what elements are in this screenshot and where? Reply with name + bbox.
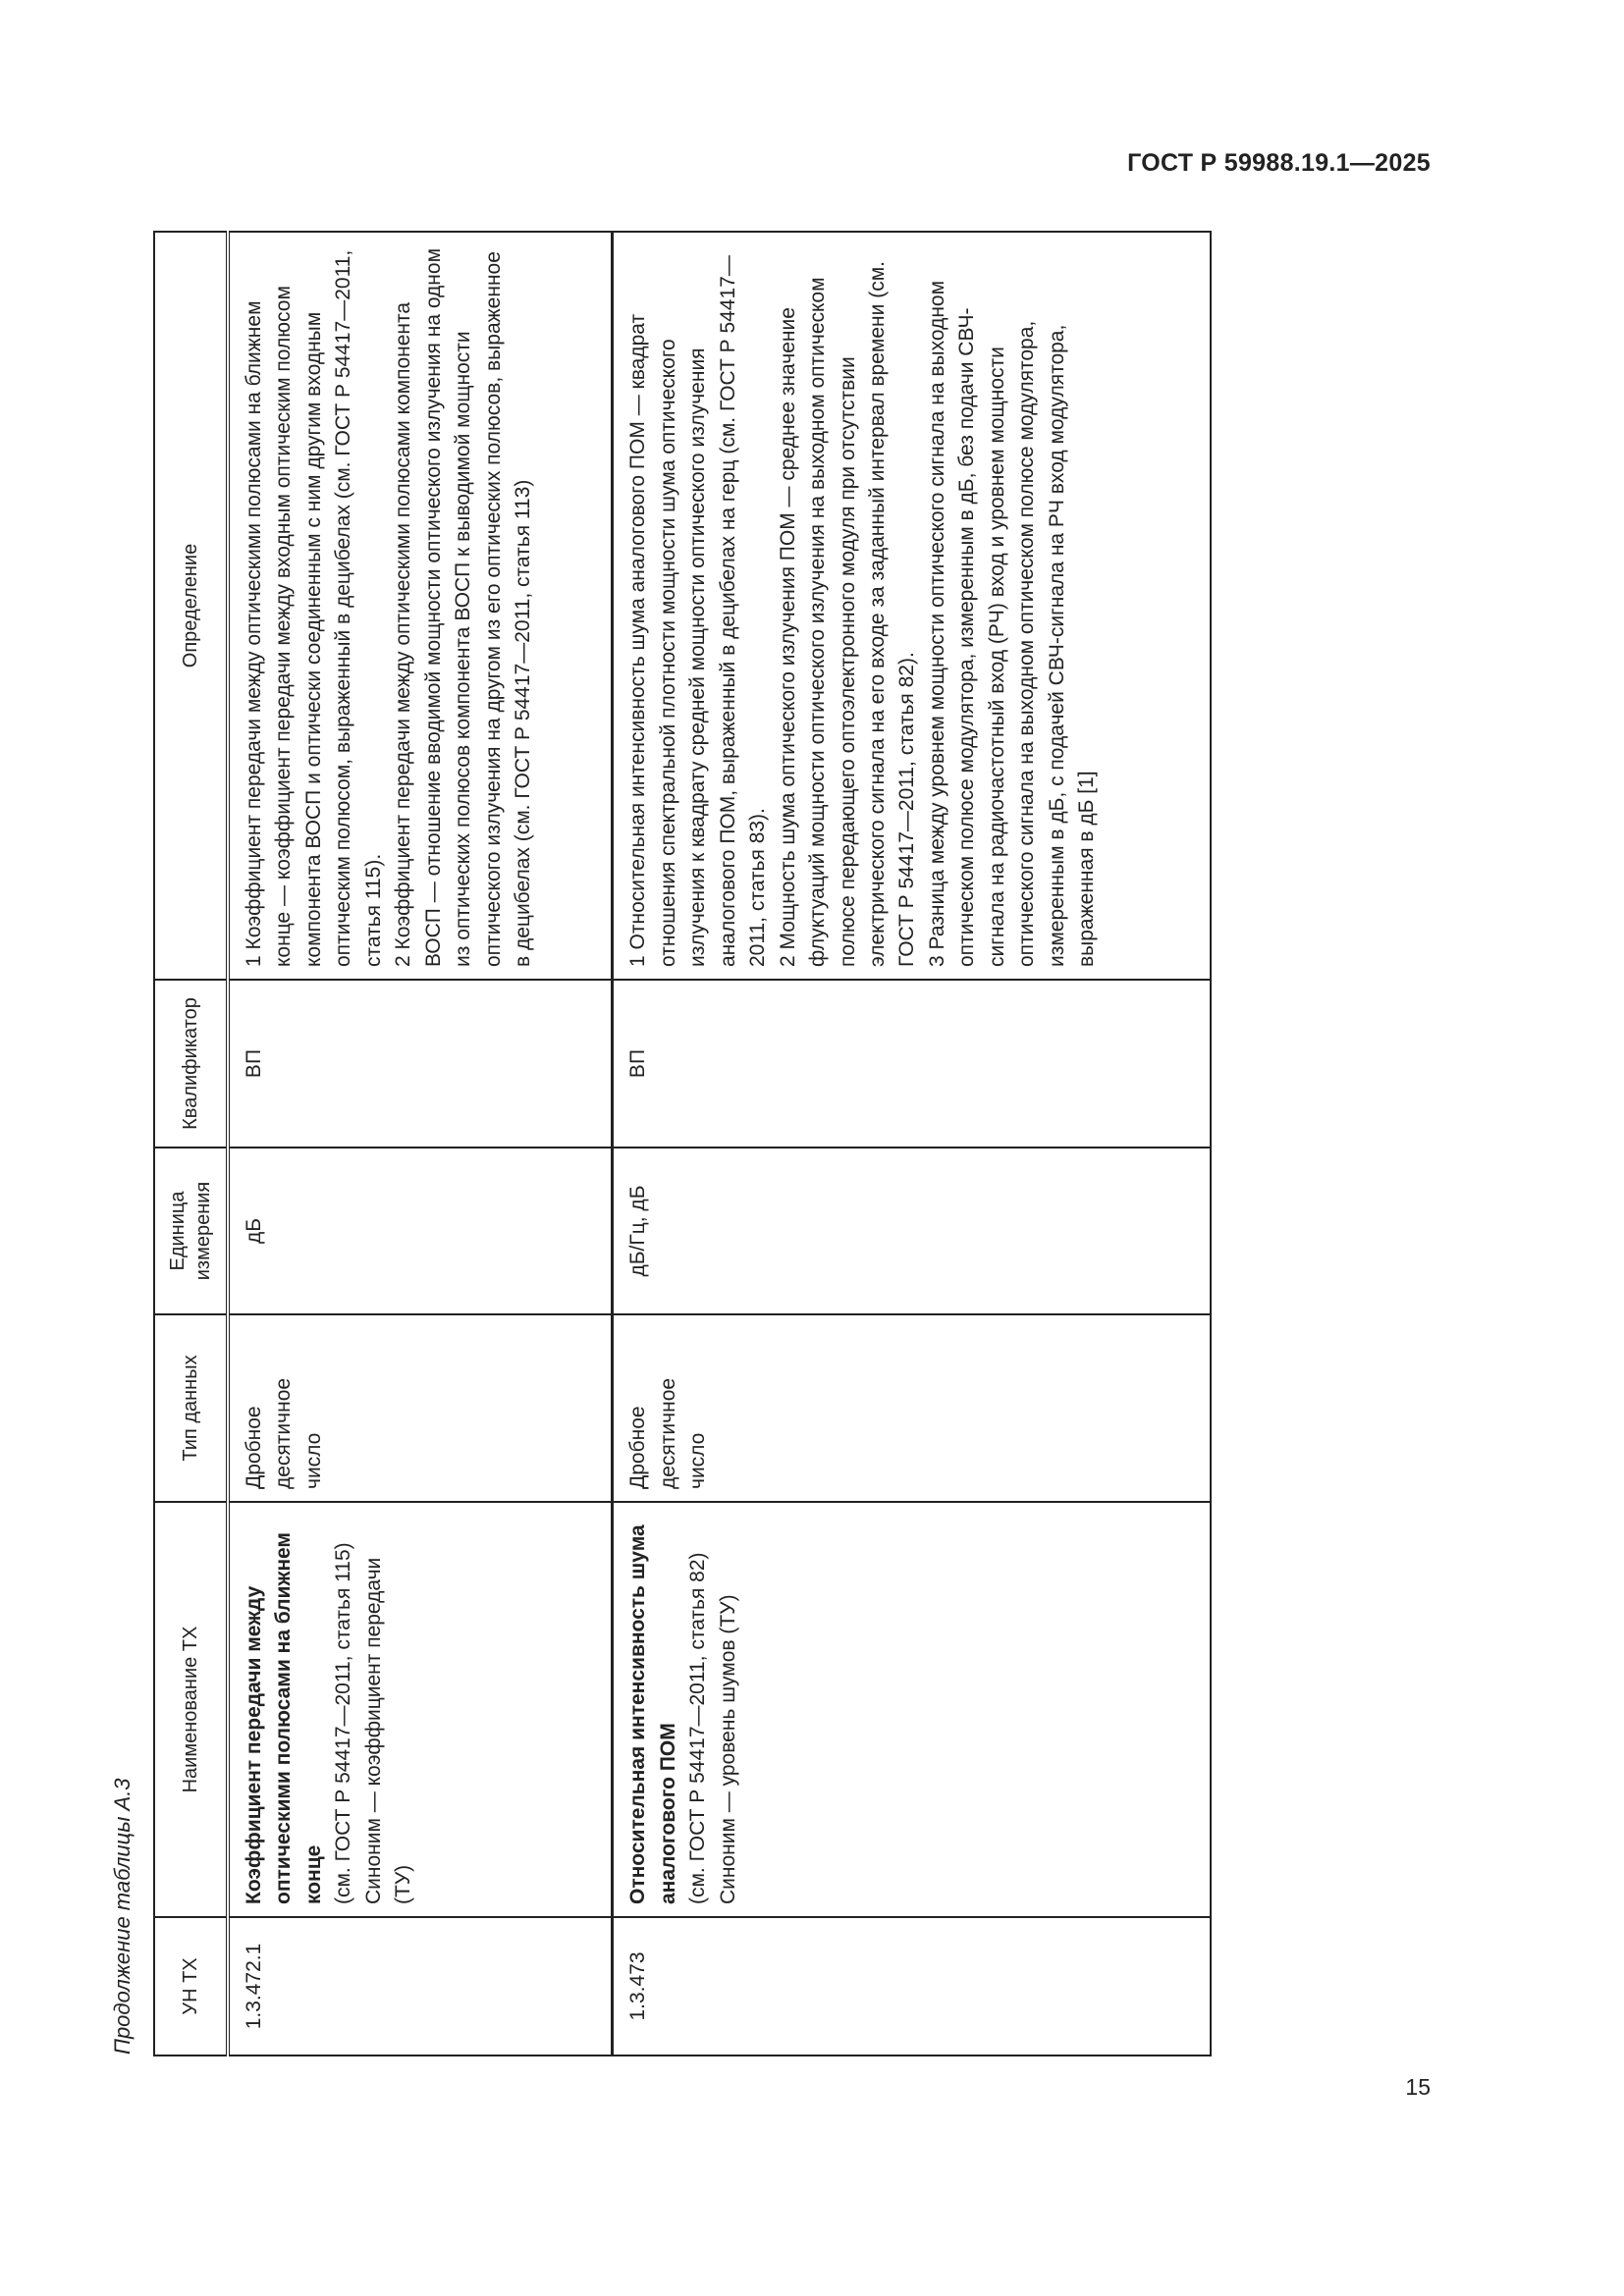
definition-item: 2 Мощность шума оптического излучения ПОМ — среднее значение флуктуаций мощности оптического излучения на выходном оптическом полюсе передающего оптоэлектронного модуля при отсутствии электрического сигнала на его входе за заданный интервал времени (см. ГОСТ Р 54417—2011, статья 82). [776, 261, 919, 967]
row-unit: дБ/Гц, дБ [613, 1148, 1211, 1314]
row-unit: дБ [228, 1148, 613, 1314]
row-name-synonym: Синоним — уровень шумов (ТУ) [716, 1594, 739, 1904]
row-code: 1.3.472.1 [228, 1917, 613, 2056]
header-data-type: Тип данных [154, 1314, 228, 1502]
row-name [613, 1502, 1211, 1917]
row-name-title: Коэффициент передачи между оптическими полюсами на ближнем конце [243, 1532, 325, 1904]
definition-item: 1 Коэффициент передачи между оптическими полюсами на ближнем конце — коэффициент передачи между входным оптическим полюсом компонента ВОСП и оптически соединенным с ним другим входным оптическим полюсом, выраженный в децибелах (см. ГОСТ Р 54417—2011, статья 115). [243, 249, 385, 967]
row-name-reference: (см. ГОСТ Р 54417—2011, статья 115) [332, 1542, 355, 1904]
table-caption: Продолжение таблицы А.3 [110, 1778, 135, 2055]
definition-item: 1 Относительная интенсивность шума аналогового ПОМ — квадрат отношения спектральной плотности мощности шума оптического излучения к квадрату средней мощности оптического излучения аналогового ПОМ, выраженный в децибелах на герц (см. ГОСТ Р 54417—2011, статья 83). [626, 255, 770, 967]
table-row [228, 232, 613, 2056]
definition-item: 2 Коэффициент передачи между оптическими полюсами компонента ВОСП — отношение вводимой мощности оптического излучения на одном из оптических полюсов компонента ВОСП к выводимой мощности оптического излучения на другом из его оптических полюсов, выраженное в децибелах (см. ГОСТ Р 54417—2011, статья 113) [392, 247, 534, 967]
header-code: УН ТХ [154, 1917, 228, 2056]
row-data-type: Дробное десятичное число [228, 1314, 613, 1502]
row-code: 1.3.473 [613, 1917, 1211, 2056]
row-name [228, 1502, 613, 1917]
row-qualifier: ВП [228, 980, 613, 1148]
specification-table [153, 231, 1212, 2056]
header-definition: Определение [154, 232, 228, 980]
row-qualifier: ВП [613, 980, 1211, 1148]
table-row [613, 232, 1211, 2056]
table-header-row [154, 232, 228, 2056]
header-name: Наименование ТХ [154, 1502, 228, 1917]
row-name-title: Относительная интенсивность шума аналогового ПОМ [626, 1524, 679, 1904]
row-name-reference: (см. ГОСТ Р 54417—2011, статья 82) [686, 1552, 710, 1904]
header-unit: Единица измерения [154, 1148, 228, 1314]
row-name-synonym: Синоним — коэффициент передачи (ТУ) [361, 1557, 415, 1904]
definition-item: 3 Разница между уровнем мощности оптического сигнала на выходном оптическом полюсе модулятора, измеренным в дБ, без подачи СВЧ-сигнала на радиочастотный вход (РЧ) вход и уровнем мощности оптического сигнала на выходном оптическом полюсе модулятора, измеренным в дБ, с подачей СВЧ-сигнала на РЧ вход модулятора, выраженная в дБ [1] [925, 280, 1098, 967]
row-definition [228, 232, 613, 980]
header-qualifier: Квалификатор [154, 980, 228, 1148]
rotated-table-block [110, 231, 1215, 2056]
row-definition [613, 232, 1211, 980]
page-number: 15 [1405, 2074, 1431, 2100]
document-standard-code: ГОСТ Р 59988.19.1—2025 [1127, 149, 1431, 177]
row-data-type: Дробное десятичное число [613, 1314, 1211, 1502]
